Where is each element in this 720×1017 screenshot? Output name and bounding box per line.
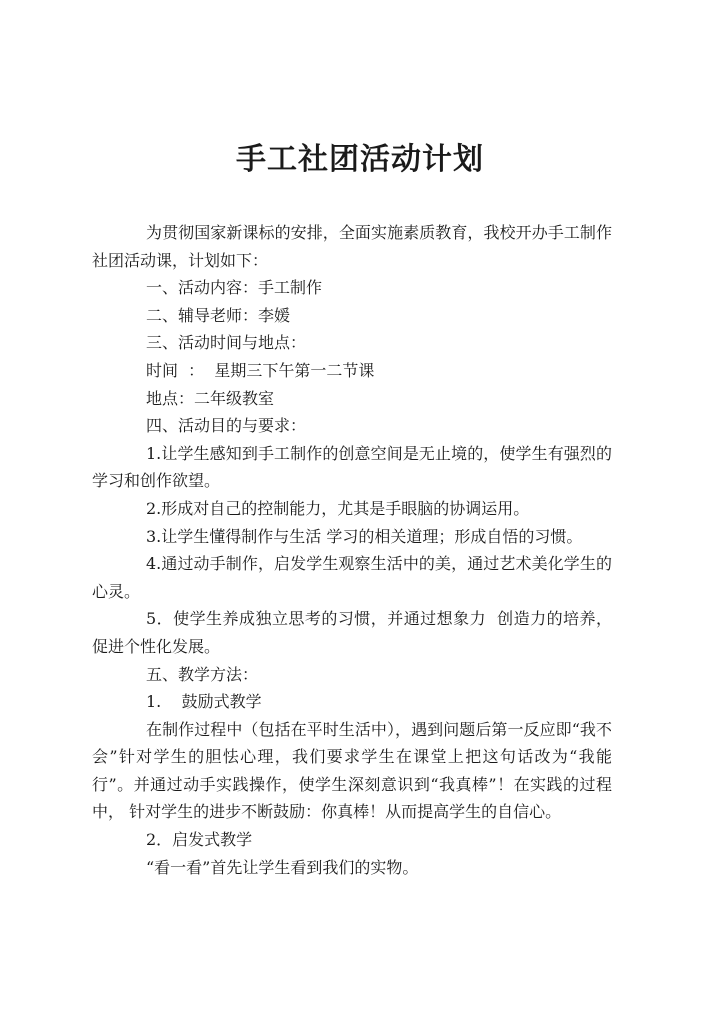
goal-item-4: 4.通过动手制作，启发学生观察生活中的美，通过艺术美化学生的心灵。 <box>92 554 612 601</box>
activity-place: 地点：二年级教室 <box>146 388 275 408</box>
method-1-heading: 1. 鼓励式教学 <box>146 692 262 712</box>
goal-item-1: 1.让学生感知到手工制作的创意空间是无止境的，使学生有强烈的学习和创作欲望。 <box>92 443 612 491</box>
activity-time: 时间 ： 星期三下午第一二节课 <box>146 360 375 380</box>
intro-paragraph: 为贯彻国家新课标的安排，全面实施素质教育，我校开办手工制作社团活动课，计划如下： <box>92 223 612 270</box>
goal-item-3: 3.让学生懂得制作与生活 学习的相关道理；形成自悟的习惯。 <box>146 526 583 546</box>
method-1-body: 在制作过程中（包括在平时生活中），遇到问题后第一反应即“我不会”针对学生的胆怯心理，我们要求学生在课堂上把这句话改为“我能行”。并通过动手实践操作，使学生深刻意识到“我真棒”！在实践的过程中， 针对学生的进步不断鼓励：你真棒！从而提高学生的自信心。 <box>92 719 612 822</box>
method-2-heading: 2．启发式教学 <box>146 830 253 850</box>
methods-heading: 五、教学方法： <box>146 664 259 684</box>
activity-content: 一、活动内容：手工制作 <box>146 278 323 298</box>
time-place-heading: 三、活动时间与地点： <box>146 333 307 353</box>
goals-heading: 四、活动目的与要求： <box>146 416 307 436</box>
goal-item-5: 5．使学生养成独立思考的习惯，并通过想象力 创造力的培养，促进个性化发展。 <box>92 609 612 656</box>
instructor: 二、辅导老师：李媛 <box>146 305 291 325</box>
document-title: 手工社团活动计划 <box>236 142 484 177</box>
document-body <box>92 219 612 881</box>
goal-item-2: 2.形成对自己的控制能力，尤其是手眼脑的协调运用。 <box>146 498 530 518</box>
method-2-body: “看一看”首先让学生看到我们的实物。 <box>146 857 419 877</box>
